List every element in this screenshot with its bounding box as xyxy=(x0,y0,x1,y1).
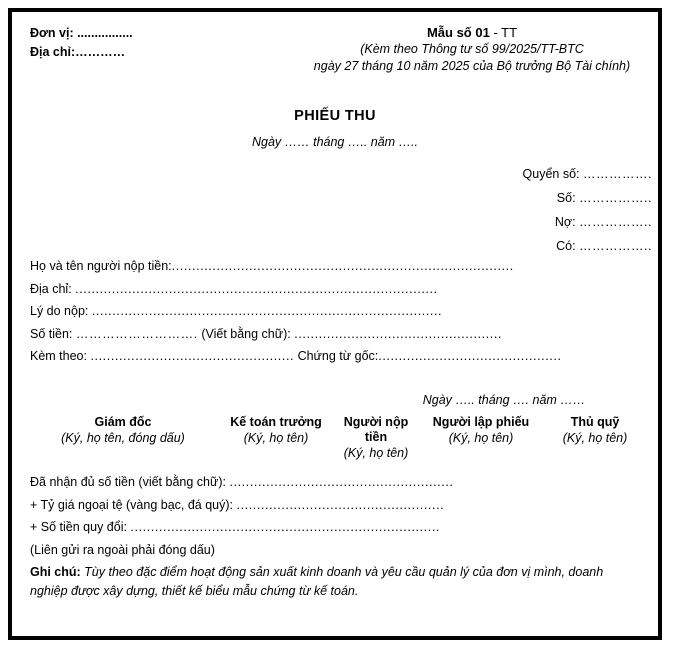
page-title: PHIẾU THU xyxy=(294,108,376,124)
page-date-line: Ngày …… tháng ….. năm ….. xyxy=(251,135,419,149)
form-code-block xyxy=(292,24,652,75)
footer-note xyxy=(30,563,642,601)
signature-date-line: Ngày ….. tháng …. năm …… xyxy=(422,393,586,407)
document-page xyxy=(8,8,662,640)
signature-col-nguoi-lap-phieu xyxy=(416,415,546,446)
copy-stamp-note: (Liên gửi ra ngoài phải đóng dấu) xyxy=(30,542,215,557)
signature-col-nguoi-nop-tien xyxy=(336,415,416,461)
field-dia-chi-dots[interactable]: ......................................................................................... xyxy=(75,281,438,296)
field-chung-tu-goc-label: Chứng từ gốc: xyxy=(294,349,379,363)
field-ly-do-nop xyxy=(30,300,640,323)
field-viet-bang-chu-dots[interactable]: ................................................... xyxy=(294,326,502,341)
field-da-nhan-du-so-tien-dots[interactable]: ....................................................... xyxy=(229,475,454,489)
form-code-rest: - TT xyxy=(489,25,518,40)
address-line: Địa chỉ:………… xyxy=(30,45,126,59)
field-so-tien-dots[interactable]: ………………………. xyxy=(75,326,198,341)
field-quyen-so xyxy=(312,162,652,186)
field-co-label: Có: xyxy=(556,239,576,253)
field-chung-tu-goc-dots[interactable]: ............................................. xyxy=(378,349,562,363)
field-ly-do-nop-label: Lý do nộp: xyxy=(30,304,92,318)
field-so-tien xyxy=(30,323,640,346)
field-kem-theo-dots[interactable]: .................................................. xyxy=(90,349,295,363)
signature-name-nguoi-nop-tien: Người nộp tiền xyxy=(343,415,409,444)
field-co-dots[interactable]: …………….. xyxy=(579,239,652,253)
signature-col-thu-quy xyxy=(546,415,644,446)
field-no xyxy=(312,210,652,234)
field-kem-theo-label: Kèm theo: xyxy=(30,349,91,363)
field-so-dots[interactable]: …………….. xyxy=(579,191,652,205)
signature-col-ke-toan-truong xyxy=(216,415,336,446)
field-quyen-so-label: Quyển số: xyxy=(522,167,580,181)
voucher-number-fields xyxy=(312,162,652,258)
signature-col-giam-doc xyxy=(30,415,216,446)
field-no-dots[interactable]: …………….. xyxy=(579,215,652,229)
field-ty-gia-ngoai-te xyxy=(30,494,640,517)
field-so-tien-quy-doi-label: + Số tiền quy đổi: xyxy=(30,520,131,534)
field-so-tien-quy-doi xyxy=(30,516,640,539)
signature-sub-nguoi-nop-tien: (Ký, họ tên) xyxy=(343,446,409,460)
signature-sub-ke-toan-truong: (Ký, họ tên) xyxy=(243,431,309,445)
field-ly-do-nop-dots[interactable]: ...................................................................................... xyxy=(91,304,443,318)
field-ho-va-ten xyxy=(30,255,640,278)
footer-note-text: Tùy theo đặc điểm hoạt động sản xuất kinh doanh và yêu cầu quản lý của đơn vị mình, doanh nghiệp được xây dựng, thiết kế biểu mẫu chứng từ kế toán. xyxy=(30,565,604,598)
unit-address-block xyxy=(30,24,133,62)
signature-sub-giam-doc: (Ký, họ tên, đóng dấu) xyxy=(61,431,185,445)
circular-line-1: (Kèm theo Thông tư số 99/2025/TT-BTC xyxy=(360,42,584,56)
field-ho-va-ten-label: Họ và tên người nộp tiền: xyxy=(30,259,172,273)
field-ty-gia-ngoai-te-dots[interactable]: ................................................... xyxy=(236,497,445,512)
footer-note-prefix: Ghi chú: xyxy=(30,565,81,579)
field-dia-chi xyxy=(30,278,640,301)
field-da-nhan-du-so-tien xyxy=(30,471,640,494)
field-quyen-so-dots[interactable]: ……………. xyxy=(583,167,652,181)
document-inner xyxy=(12,12,658,636)
field-so-tien-label: Số tiền: xyxy=(30,326,76,341)
signature-name-nguoi-lap-phieu: Người lập phiếu xyxy=(432,415,530,429)
field-dia-chi-label: Địa chỉ: xyxy=(30,281,76,296)
form-code-line xyxy=(292,24,652,41)
circular-line-2: ngày 27 tháng 10 năm 2025 của Bộ trưởng Bộ Tài chính) xyxy=(313,59,631,73)
field-so xyxy=(312,186,652,210)
receipt-confirmation-fields xyxy=(30,471,640,561)
field-ty-gia-ngoai-te-label: + Tỷ giá ngoại tệ (vàng bạc, đá quý): xyxy=(30,497,237,512)
signature-sub-nguoi-lap-phieu: (Ký, họ tên) xyxy=(448,431,514,445)
form-code-bold: Mẫu số 01 xyxy=(426,25,490,40)
field-viet-bang-chu-label: (Viết bằng chữ): xyxy=(197,326,295,341)
field-kem-theo xyxy=(30,345,640,368)
payer-detail-fields xyxy=(30,255,640,368)
field-no-label: Nợ: xyxy=(554,215,576,229)
unit-line: Đơn vị: ................ xyxy=(30,26,133,40)
signature-sub-thu-quy: (Ký, họ tên) xyxy=(562,431,628,445)
signature-name-ke-toan-truong: Kế toán trưởng xyxy=(230,415,322,429)
field-da-nhan-du-so-tien-label: Đã nhận đủ số tiền (viết bằng chữ): xyxy=(30,475,230,489)
signature-name-thu-quy: Thủ quỹ xyxy=(570,415,620,429)
field-so-tien-quy-doi-dots[interactable]: ............................................................................ xyxy=(130,520,440,534)
signature-row xyxy=(30,415,644,471)
signature-name-giam-doc: Giám đốc xyxy=(94,415,152,429)
field-so-label: Số: xyxy=(556,191,576,205)
field-ho-va-ten-dots[interactable]: .................................................................................... xyxy=(171,259,514,273)
